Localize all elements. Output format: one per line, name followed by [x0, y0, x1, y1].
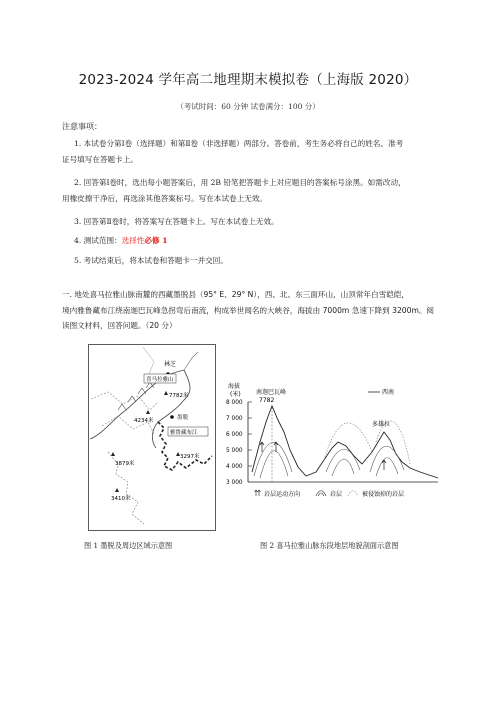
movement-legend-icon	[255, 490, 261, 496]
axis-title-elevation: 海拔	[228, 383, 241, 390]
peak-3410-label: 3410米	[111, 496, 131, 502]
legend-movement: 岩层运动方向	[264, 491, 301, 498]
figure1-caption: 图 1 墨脱及周边区域示意图	[84, 541, 173, 550]
y-tick-3000: 3 000	[226, 480, 243, 486]
medog-dot	[170, 415, 174, 419]
peak-4234-label: 4234米	[134, 418, 154, 424]
notice-item-2: 2. 回答第Ⅰ卷时，选出每小题答案后，用 2B 铅笔把答题卡上对应题目的答案标号涂黑。如需改动， 用橡皮擦干净后，再选涂其他答案标号。写在本试卷上无效。	[62, 178, 406, 203]
scope-red-text-2: 必修 1	[144, 236, 168, 245]
linzhi-label: 林芝	[164, 361, 177, 368]
legend-strata: 岩层	[330, 491, 343, 498]
yarlung-label: 雅鲁藏布江	[170, 430, 198, 436]
namcha-barwa-height: 7782	[259, 397, 275, 404]
question-stem: 一. 地处喜马拉雅山脉南麓的西藏墨脱县（95° E、29° N），西、北、东三面环山，山顶常年白雪皑皑， 境内雅鲁藏布江绕南迦巴瓦峰急拐弯后南流，构成举世闻名的大峡谷，海拔由 7000m 急速下降到 3200m。阅 读图文材料，回答问题。（20 分）	[62, 290, 435, 330]
exam-subtitle: （考试时间：60 分钟 试卷满分：100 分）	[176, 102, 320, 111]
duoxiongla-label: 多雄拉	[372, 421, 391, 428]
medog-label: 墨脱	[177, 415, 189, 421]
notice-item-3: 3. 回答第Ⅱ卷时，将答案写在答题卡上。写在本试卷上无效。	[74, 217, 279, 226]
peak-7782-label: 7782米	[169, 393, 189, 399]
y-tick-6000: 6 000	[226, 432, 243, 438]
himalaya-profile-figure	[226, 372, 446, 532]
namcha-barwa-label: 南迦巴瓦峰	[256, 389, 287, 396]
figure2-caption: 图 2 喜马拉雅山脉东段地层地貌剖面示意图	[260, 541, 399, 550]
medog-map-figure	[88, 344, 216, 531]
notice-item-4: 4. 测试范围：选择性必修 1	[74, 236, 168, 245]
legend-eroded: 被侵蚀掉的岩层	[362, 491, 405, 498]
strata-legend-icon	[316, 491, 326, 496]
y-tick-5000: 5 000	[226, 448, 243, 454]
peak-3297-label: 3297米	[180, 454, 200, 460]
himalaya-label: 喜马拉雅山	[146, 377, 174, 383]
eroded-legend-icon	[348, 491, 358, 496]
y-tick-7000: 7 000	[226, 416, 243, 422]
y-tick-8000: 8 000	[226, 400, 243, 406]
notice-heading: 注意事项：	[62, 122, 102, 131]
peak-3879-label: 3879米	[115, 461, 135, 467]
scope-red-text-1: 选择性	[121, 236, 145, 245]
y-tick-4000: 4 000	[226, 464, 243, 470]
west-south-label: 西南	[382, 389, 395, 396]
exam-title: 2023-2024 学年高二地理期末模拟卷（上海版 2020）	[78, 72, 418, 88]
notice-item-5: 5. 考试结束后，将本试卷和答题卡一并交回。	[74, 256, 228, 265]
axis-title-unit: (米)	[230, 391, 241, 398]
notice-item-1: 1. 本试卷分第Ⅰ卷（选择题）和第Ⅱ卷（非选择题）两部分。答卷前，考生务必将自己的姓名、准考 证号填写在答题卡上。	[62, 139, 404, 164]
